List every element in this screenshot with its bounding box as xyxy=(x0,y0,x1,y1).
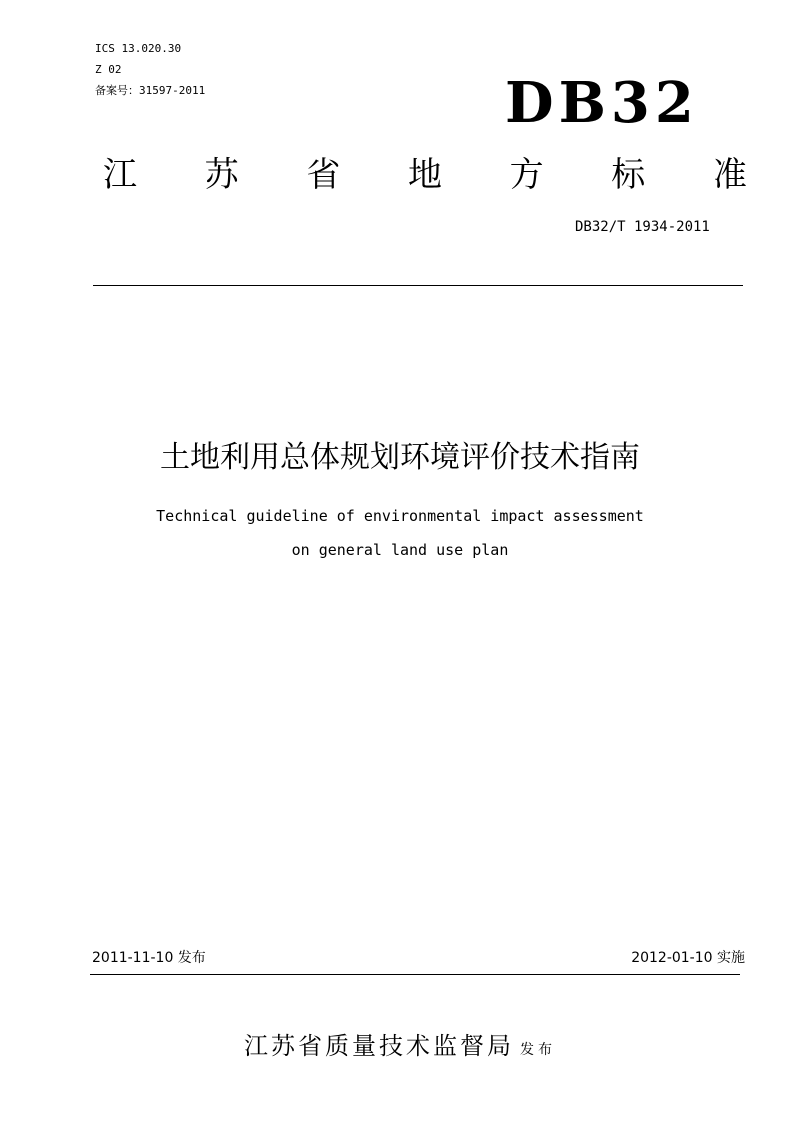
header-divider xyxy=(93,285,743,286)
document-title-english-line-2: on general land use plan xyxy=(291,541,509,559)
publisher xyxy=(0,1028,800,1068)
footer-divider xyxy=(90,974,740,975)
implementation-date: 2012-01-10 实施 xyxy=(631,950,745,966)
db-standard-logo: DB32 xyxy=(505,70,699,136)
standard-type-title xyxy=(100,150,750,200)
standard-type-char: 江 xyxy=(103,155,137,195)
standard-type-char: 苏 xyxy=(204,155,239,195)
document-title-chinese: 土地利用总体规划环境评价技术指南 xyxy=(160,440,640,475)
standard-type-char: 准 xyxy=(712,155,747,195)
document-title-english-line-1: Technical guideline of environmental impact assessment xyxy=(156,507,644,525)
issue-date: 2011-11-10 发布 xyxy=(92,950,206,966)
standard-type-char: 标 xyxy=(611,155,646,195)
publisher-name: 江苏省质量技术监督局 xyxy=(244,1032,514,1060)
standard-type-char: 地 xyxy=(407,155,442,195)
standard-type-char: 省 xyxy=(306,155,341,195)
record-number: 备案号：31597-2011 xyxy=(95,84,206,97)
standard-type-char: 方 xyxy=(509,155,544,195)
publisher-suffix: 发布 xyxy=(520,1042,556,1058)
standard-number: DB32/T 1934-2011 xyxy=(575,219,710,235)
ics-code: ICS 13.020.30 xyxy=(95,42,182,55)
classification-code: Z 02 xyxy=(95,63,122,76)
